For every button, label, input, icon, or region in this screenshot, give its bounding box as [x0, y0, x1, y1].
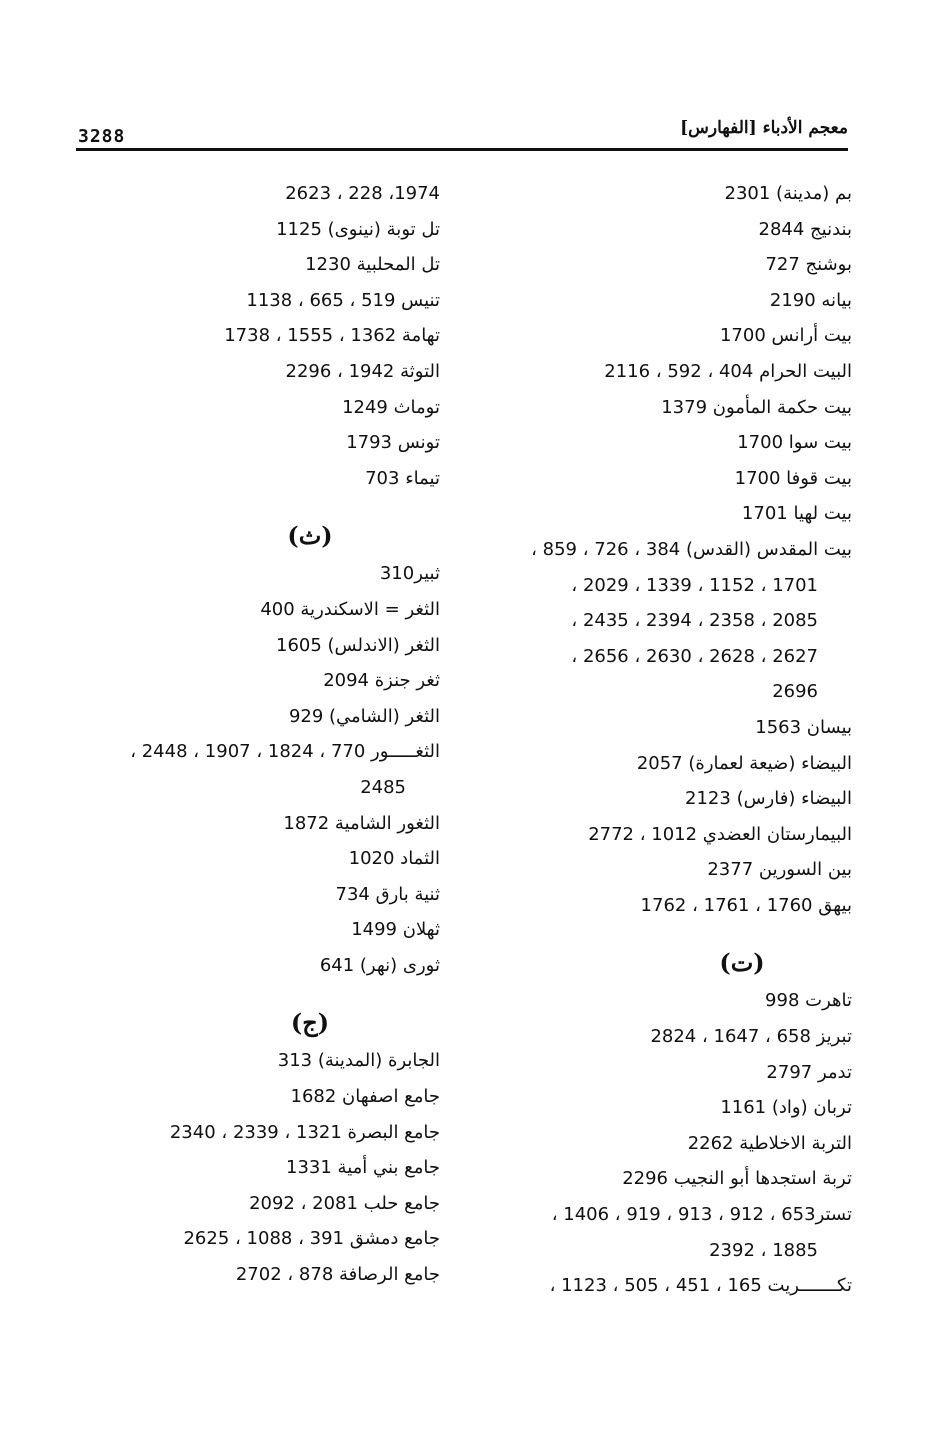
index-entry-continuation: 2485	[360, 776, 406, 798]
index-entry: جامع البصرة 1321 ، 2339 ، 2340	[169, 1121, 440, 1143]
index-entry: بين السورين 2377	[707, 859, 852, 881]
index-entry: تهامة 1362 ، 1555 ، 1738	[224, 325, 440, 347]
index-entry: البيضاء (فارس) 2123	[685, 788, 852, 810]
index-entry: ثبير310	[379, 563, 440, 585]
index-entry: جامع دمشق 391 ، 1088 ، 2625	[183, 1228, 440, 1250]
index-entry: تربان (واد) 1161	[720, 1097, 852, 1119]
index-entry: البيضاء (ضيعة لعمارة) 2057	[636, 752, 852, 774]
section-gap	[60, 496, 440, 516]
header-rule	[76, 148, 848, 151]
running-title: معجم الأدباء [الفهارس]	[680, 118, 848, 138]
index-entry: تل توبة (نينوى) 1125	[276, 218, 440, 240]
index-entry: تيماء 703	[365, 467, 440, 489]
index-entry-continuation: 2696	[772, 681, 818, 703]
index-entry: الثغـــــور 770 ، 1824 ، 1907 ، 2448 ،	[130, 741, 440, 763]
index-entry-continuation: 2627 ، 2628 ، 2630 ، 2656 ،	[571, 645, 818, 667]
index-entry-continuation: 2085 ، 2358 ، 2394 ، 2435 ،	[571, 610, 818, 632]
index-entry: بيانه 2190	[769, 289, 852, 311]
index-entry: الجابرة (المدينة) 313	[277, 1050, 440, 1072]
section-gap	[60, 983, 440, 1003]
index-entry: تبريز 658 ، 1647 ، 2824	[650, 1026, 852, 1048]
index-entry: بيت المقدس (القدس) 384 ، 726 ، 859 ،	[531, 538, 852, 560]
index-entry: بيت قوفا 1700	[734, 467, 852, 489]
index-entry-continuation: 1885 ، 2392	[709, 1239, 818, 1261]
section-gap	[492, 923, 852, 943]
index-entry: التوثة 1942 ، 2296	[285, 360, 440, 382]
index-entry: بيهق 1760 ، 1761 ، 1762	[640, 894, 852, 916]
index-entry: جامع حلب 2081 ، 2092	[249, 1192, 440, 1214]
index-entry: تونس 1793	[346, 432, 440, 454]
index-entry: الثغر (الاندلس) 1605	[276, 634, 440, 656]
index-entry: بيت حكمة المأمون 1379	[661, 396, 852, 418]
index-entry: الثغر = الاسكندرية 400	[260, 598, 440, 620]
index-entry: تستر653 ، 912 ، 913 ، 919 ، 1406 ،	[551, 1204, 852, 1226]
index-entry: تاهرت 998	[765, 990, 852, 1012]
section-letter-heading: (ت)	[719, 948, 765, 978]
index-entry: توماث 1249	[342, 396, 440, 418]
index-entry: جامع الرصافة 878 ، 2702	[235, 1264, 440, 1286]
index-entry: تكـــــــريت 165 ، 451 ، 505 ، 1123 ،	[549, 1275, 852, 1297]
index-entry: تدمر 2797	[766, 1061, 852, 1083]
index-entry: البيمارستان العضدي 1012 ، 2772	[588, 823, 852, 845]
index-column-left	[60, 176, 440, 1293]
index-entry: ثورى (نهر) 641	[319, 954, 440, 976]
index-entry: بم (مدينة) 2301	[724, 183, 852, 204]
index-entry: 1974، 228 ، 2623	[285, 183, 440, 204]
index-entry: تل المحلبية 1230	[305, 254, 440, 276]
index-entry: ثنية بارق 734	[335, 883, 440, 905]
index-entry: بوشنج 727	[765, 254, 852, 276]
index-entry: البيت الحرام 404 ، 592 ، 2116	[604, 360, 852, 382]
index-entry: التربة الاخلاطية 2262	[687, 1132, 852, 1154]
index-entry: بندنيج 2844	[758, 218, 852, 240]
page-number: 3288	[78, 126, 126, 147]
section-letter-heading: (ج)	[290, 1008, 330, 1038]
index-entry: الثماد 1020	[348, 848, 440, 870]
index-entry: تنيس 519 ، 665 ، 1138	[246, 289, 440, 311]
index-entry: بيسان 1563	[755, 716, 852, 738]
section-letter-heading: (ث)	[287, 521, 333, 551]
index-entry: ثهلان 1499	[351, 919, 440, 941]
index-entry: بيت لهيا 1701	[741, 503, 852, 525]
index-entry: تربة استجدها أبو النجيب 2296	[622, 1168, 852, 1190]
index-entry: بيت سوا 1700	[737, 432, 852, 454]
index-entry-continuation: 1701 ، 1152 ، 1339 ، 2029 ،	[571, 574, 818, 596]
index-entry: ثغر جنزة 2094	[323, 670, 440, 692]
index-entry: الثغر (الشامي) 929	[288, 705, 440, 727]
index-entry: جامع اصفهان 1682	[290, 1086, 440, 1108]
index-entry: الثغور الشامية 1872	[283, 812, 440, 834]
index-column-right	[492, 176, 852, 1304]
index-entry: بيت أرانس 1700	[719, 325, 852, 347]
index-entry: جامع بني أمية 1331	[286, 1157, 440, 1179]
